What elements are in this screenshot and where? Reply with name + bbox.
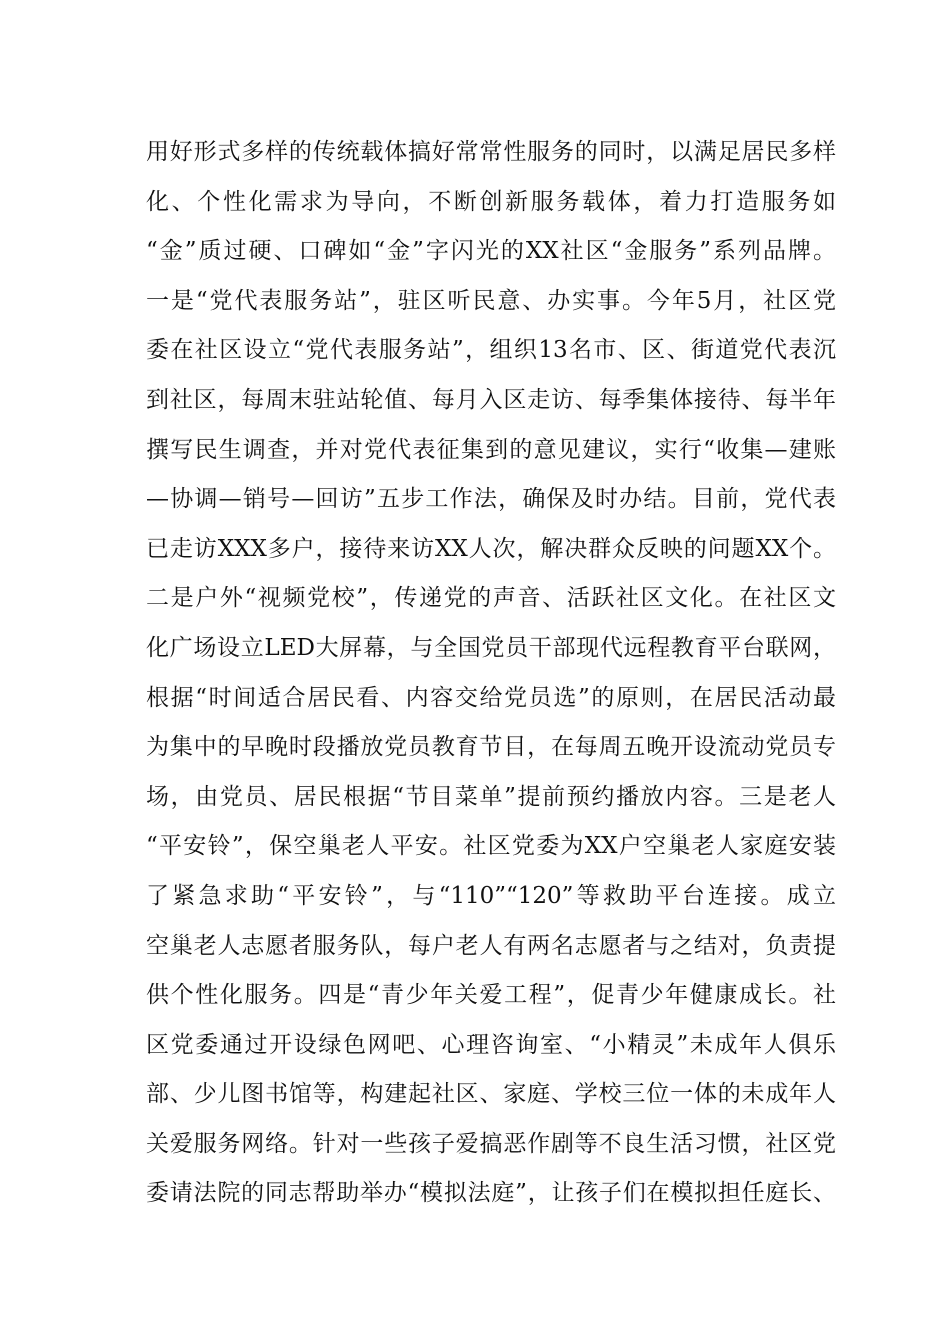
text-line: 化、个性化需求为导向，不断创新服务载体，着力打造服务如 xyxy=(146,188,836,215)
text-line: 为集中的早晚时段播放党员教育节目，在每周五晚开设流动党员专 xyxy=(146,734,836,761)
body-text xyxy=(146,128,836,1219)
text-line: 已走访XXX多户，接待来访XX人次，解决群众反映的问题XX个。 xyxy=(146,535,836,562)
text-line: 根据“时间适合居民看、内容交给党员选”的原则，在居民活动最 xyxy=(146,684,836,711)
text-line: 撰写民生调查，并对党代表征集到的意见建议，实行“收集—建账 xyxy=(146,436,836,463)
text-line: 委请法院的同志帮助举办“模拟法庭”，让孩子们在模拟担任庭长、 xyxy=(146,1180,836,1207)
text-line: 到社区，每周末驻站轮值、每月入区走访、每季集体接待、每半年 xyxy=(146,386,836,413)
text-line: 供个性化服务。四是“青少年关爱工程”，促青少年健康成长。社 xyxy=(146,982,836,1009)
text-line: 空巢老人志愿者服务队，每户老人有两名志愿者与之结对，负责提 xyxy=(146,932,836,959)
text-line: “金”质过硬、口碑如“金”字闪光的XX社区“金服务”系列品牌。 xyxy=(146,238,836,265)
text-line: 部、少儿图书馆等，构建起社区、家庭、学校三位一体的未成年人 xyxy=(146,1081,836,1108)
text-line: 关爱服务网络。针对一些孩子爱搞恶作剧等不良生活习惯，社区党 xyxy=(146,1130,836,1157)
text-line: 用好形式多样的传统载体搞好常常性服务的同时，以满足居民多样 xyxy=(146,139,836,165)
text-line: “平安铃”，保空巢老人平安。社区党委为XX户空巢老人家庭安装 xyxy=(146,833,836,860)
text-line: —协调—销号—回访”五步工作法，确保及时办结。目前，党代表 xyxy=(146,486,836,513)
text-line: 一是“党代表服务站”，驻区听民意、办实事。今年5月，社区党 xyxy=(146,287,836,314)
text-line: 了紧急求助“平安铃”，与“110”“120”等救助平台连接。成立 xyxy=(146,882,836,909)
text-line: 二是户外“视频党校”，传递党的声音、活跃社区文化。在社区文 xyxy=(146,585,836,612)
text-line: 场，由党员、居民根据“节目菜单”提前预约播放内容。三是老人 xyxy=(146,783,836,810)
text-line: 区党委通过开设绿色网吧、心理咨询室、“小精灵”未成年人俱乐 xyxy=(146,1031,836,1058)
text-line: 委在社区设立“党代表服务站”，组织13名市、区、街道党代表沉 xyxy=(146,337,836,364)
text-line: 化广场设立LED大屏幕，与全国党员干部现代远程教育平台联网， xyxy=(146,634,836,661)
